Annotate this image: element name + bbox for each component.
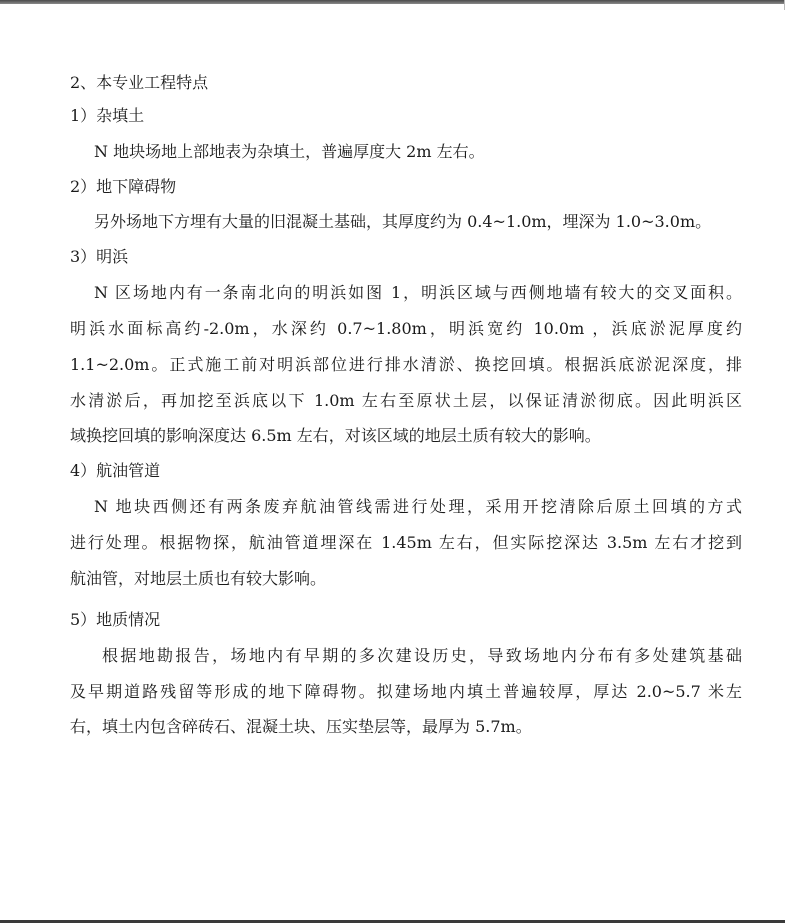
paragraph-line: 明浜水面标高约-2.0m，水深约 0.7~1.80m，明浜宽约 10.0m ，浜底淤泥厚度约 (70, 319, 742, 338)
paragraph-line: N 地块场地上部地表为杂填土，普遍厚度大 2m 左右。 (94, 142, 485, 161)
subsection-heading-underground-obstacles: 2）地下障碍物 (70, 177, 177, 196)
paragraph-line: N 区场地内有一条南北向的明浜如图 1，明浜区域与西侧地墙有较大的交叉面积。 (94, 283, 742, 302)
page-top-border (0, 0, 785, 4)
paragraph-line: 及早期道路残留等形成的地下障碍物。拟建场地内填土普遍较厚，厚达 2.0~5.7 米左 (70, 682, 742, 701)
subsection-heading-open-creek: 3）明浜 (70, 247, 129, 266)
paragraph-line: 航油管，对地层土质也有较大影响。 (70, 569, 327, 588)
subsection-heading-fill-soil: 1）杂填土 (70, 106, 145, 125)
section-heading: 2、本专业工程特点 (70, 73, 209, 92)
page-corner-mark (774, 0, 785, 10)
subsection-heading-jet-fuel-pipeline: 4）航油管道 (70, 461, 161, 480)
paragraph-line: 右，填土内包含碎砖石、混凝土块、压实垫层等，最厚为 5.7m。 (70, 717, 532, 736)
paragraph-line: 另外场地下方埋有大量的旧混凝土基础，其厚度约为 0.4~1.0m，埋深为 1.0~3.0m。 (94, 212, 712, 231)
paragraph-line: 根据地勘报告，场地内有早期的多次建设历史，导致场地内分布有多处建筑基础 (102, 646, 742, 665)
paragraph-line: 水清淤后，再加挖至浜底以下 1.0m 左右至原状土层，以保证清淤彻底。因此明浜区 (70, 391, 742, 410)
paragraph-line: 域换挖回填的影响深度达 6.5m 左右，对该区域的地层土质有较大的影响。 (70, 426, 601, 445)
subsection-heading-geology: 5）地质情况 (70, 610, 161, 629)
paragraph-line: N 地块西侧还有两条废弃航油管线需进行处理，采用开挖清除后原土回填的方式 (94, 497, 742, 516)
paragraph-line: 进行处理。根据物探，航油管道埋深在 1.45m 左右，但实际挖深达 3.5m 左右才挖到 (70, 533, 742, 552)
paragraph-line: 1.1~2.0m。正式施工前对明浜部位进行排水清淤、换挖回填。根据浜底淤泥深度，排 (70, 355, 742, 374)
